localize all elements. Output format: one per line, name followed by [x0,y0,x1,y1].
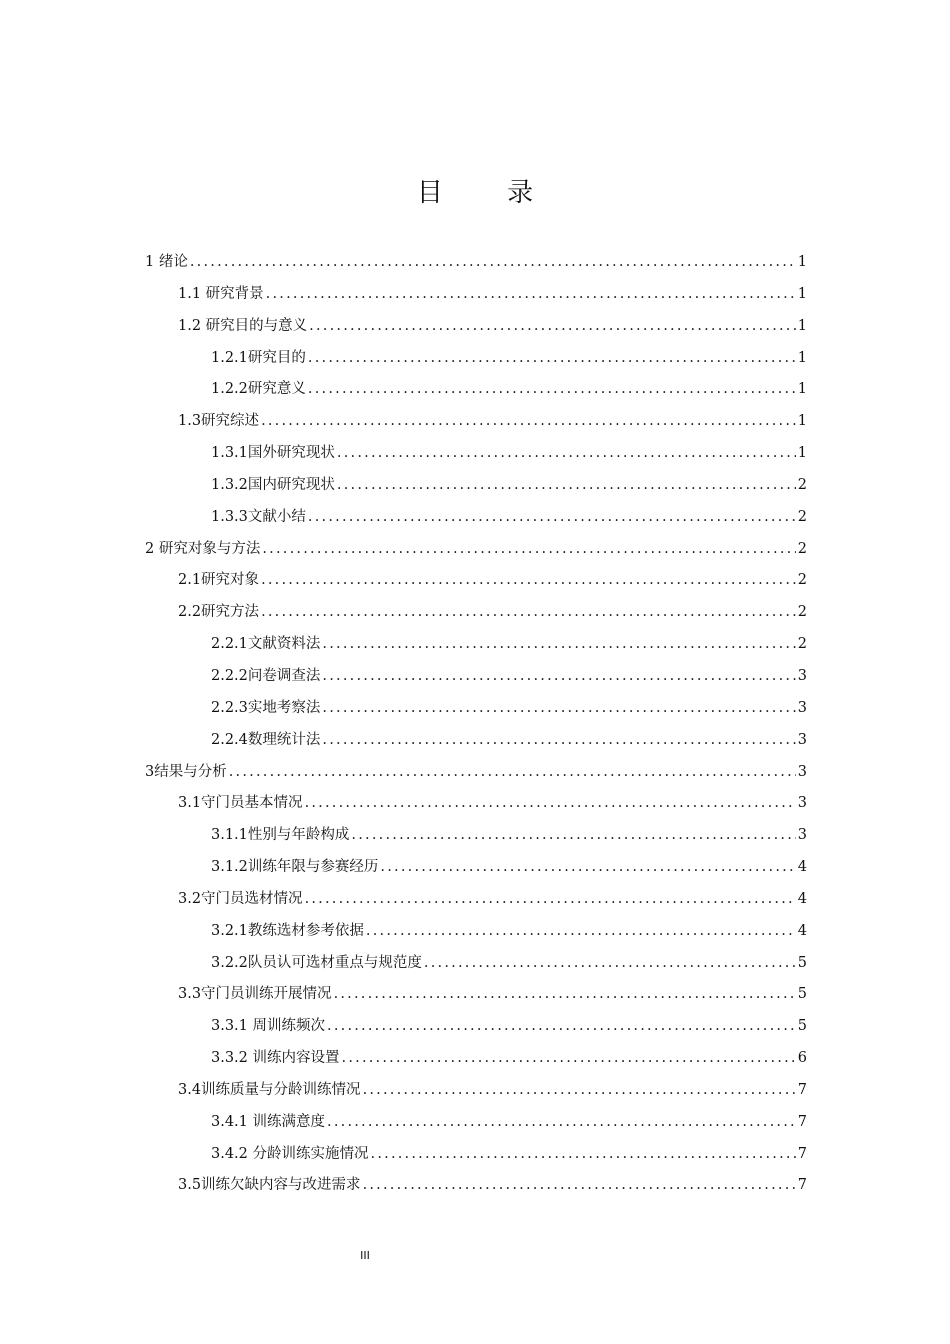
toc-entry-title: 3.4训练质量与分龄训练情况 [178,1081,361,1098]
toc-entry-title: 3.4.1 训练满意度 [211,1113,326,1130]
toc-leader-dots [322,700,795,716]
toc-leader-dots [262,541,795,557]
toc-entry-title: 2.1研究对象 [178,572,260,589]
toc-entry [145,919,807,951]
toc-entry-page: 1 [797,254,807,270]
toc-leader-dots [261,413,796,429]
toc-entry-page: 4 [797,890,807,907]
toc-entry [145,600,807,632]
toc-entry-page: 5 [797,1018,807,1035]
toc-leader-dots [337,477,796,493]
toc-entry [145,823,807,855]
toc-entry [145,282,807,314]
toc-entry-page: 1 [797,349,807,366]
toc-leader-dots [305,795,796,811]
toc-entry-title: 1.3.1国外研究现状 [211,445,335,462]
toc-entry-page: 1 [797,317,807,334]
toc-entry-title: 3.4.2 分龄训练实施情况 [211,1145,369,1162]
toc-entry-page: 7 [797,1081,807,1098]
toc-leader-dots [309,318,796,334]
toc-entry-title: 3.1守门员基本情况 [178,795,303,812]
toc-entry-page: 6 [797,1050,807,1067]
toc-leader-dots [371,1146,796,1162]
toc-entry [145,632,807,664]
toc-entry-title: 3.2.1教练选材参考依据 [211,922,364,939]
toc-entry-page: 1 [797,445,807,462]
toc-entry [145,505,807,537]
toc-entry [145,855,807,887]
table-of-contents [145,250,807,1205]
toc-entry-title: 2.2.1文献资料法 [211,636,321,653]
toc-entry [145,377,807,409]
toc-entry-title: 2.2.4数理统计法 [211,731,321,748]
toc-entry-title: 2 研究对象与方法 [145,540,261,557]
toc-entry-page: 2 [797,540,807,557]
toc-leader-dots [351,827,795,843]
toc-leader-dots [305,891,796,907]
toc-entry-title: 1.2.2研究意义 [211,381,306,398]
toc-entry-page: 3 [797,827,807,844]
toc-entry-page: 4 [797,859,807,876]
toc-entry [145,791,807,823]
toc-leader-dots [366,923,796,939]
toc-leader-dots [190,254,796,270]
toc-entry [145,696,807,728]
toc-entry [145,537,807,569]
toc-leader-dots [229,764,796,780]
toc-leader-dots [363,1177,796,1193]
toc-entry [145,982,807,1014]
toc-entry-title: 2.2.3实地考察法 [211,699,321,716]
toc-entry [145,568,807,600]
toc-entry-title: 3.3.2 训练内容设置 [211,1050,340,1067]
toc-entry [145,664,807,696]
toc-entry-page: 2 [797,476,807,493]
toc-entry-page: 2 [797,572,807,589]
toc-entry-title: 2.2.2问卷调查法 [211,667,321,684]
toc-entry-page: 3 [797,699,807,716]
toc-entry-page: 3 [797,763,807,780]
page-number: III [360,1249,370,1262]
toc-entry-page: 7 [797,1145,807,1162]
toc-entry-title: 3结果与分析 [145,763,227,780]
toc-leader-dots [342,1050,796,1066]
toc-entry-title: 3.3.1 周训练频次 [211,1018,326,1035]
toc-entry-page: 1 [797,285,807,302]
toc-entry-page: 5 [797,954,807,971]
toc-entry-title: 3.2守门员选材情况 [178,890,303,907]
toc-leader-dots [327,1114,796,1130]
toc-entry [145,1014,807,1046]
toc-entry-title: 1.3研究综述 [178,413,260,430]
toc-entry [145,1046,807,1078]
toc-entry-page: 1 [797,413,807,430]
toc-leader-dots [322,668,795,684]
toc-entry [145,346,807,378]
toc-entry [145,887,807,919]
toc-entry-page: 5 [797,986,807,1003]
toc-entry-title: 2.2研究方法 [178,604,260,621]
toc-entry-page: 3 [797,667,807,684]
toc-entry-title: 1.1 研究背景 [178,285,264,302]
toc-entry-page: 2 [797,508,807,525]
toc-entry-page: 3 [797,731,807,748]
toc-leader-dots [322,732,795,748]
toc-entry [145,250,807,282]
toc-entry-title: 3.1.1性别与年龄构成 [211,827,350,844]
toc-leader-dots [261,604,796,620]
toc-leader-dots [380,859,795,875]
toc-entry-page: 7 [797,1113,807,1130]
toc-entry-title: 1.2.1研究目的 [211,349,306,366]
toc-entry-page: 4 [797,922,807,939]
toc-entry-page: 2 [797,604,807,621]
toc-leader-dots [261,572,796,588]
toc-leader-dots [337,445,796,461]
toc-leader-dots [308,381,796,397]
toc-entry [145,1078,807,1110]
toc-entry [145,951,807,983]
toc-entry-page: 3 [797,795,807,812]
toc-entry [145,1142,807,1174]
toc-entry-title: 1 绪论 [145,254,188,270]
toc-entry-title: 3.2.2队员认可选材重点与规范度 [211,954,422,971]
toc-entry-title: 3.1.2训练年限与参赛经历 [211,859,379,876]
toc-entry [145,314,807,346]
toc-entry-page: 7 [797,1177,807,1194]
toc-entry-page: 1 [797,381,807,398]
toc-entry-title: 1.3.2国内研究现状 [211,476,335,493]
toc-entry-page: 2 [797,636,807,653]
toc-entry-title: 1.3.3文献小结 [211,508,306,525]
toc-entry [145,409,807,441]
toc-entry [145,441,807,473]
page-title: 目 录 [416,178,562,208]
toc-entry [145,728,807,760]
toc-entry [145,760,807,792]
toc-leader-dots [266,286,796,302]
toc-leader-dots [424,955,796,971]
toc-leader-dots [334,986,796,1002]
toc-leader-dots [308,350,796,366]
toc-leader-dots [322,636,795,652]
toc-entry [145,473,807,505]
toc-entry [145,1173,807,1205]
toc-entry-title: 3.5训练欠缺内容与改进需求 [178,1177,361,1194]
toc-entry-title: 3.3守门员训练开展情况 [178,986,332,1003]
toc-entry [145,1110,807,1142]
toc-leader-dots [327,1018,796,1034]
toc-leader-dots [308,509,796,525]
toc-leader-dots [363,1082,796,1098]
toc-entry-title: 1.2 研究目的与意义 [178,317,308,334]
